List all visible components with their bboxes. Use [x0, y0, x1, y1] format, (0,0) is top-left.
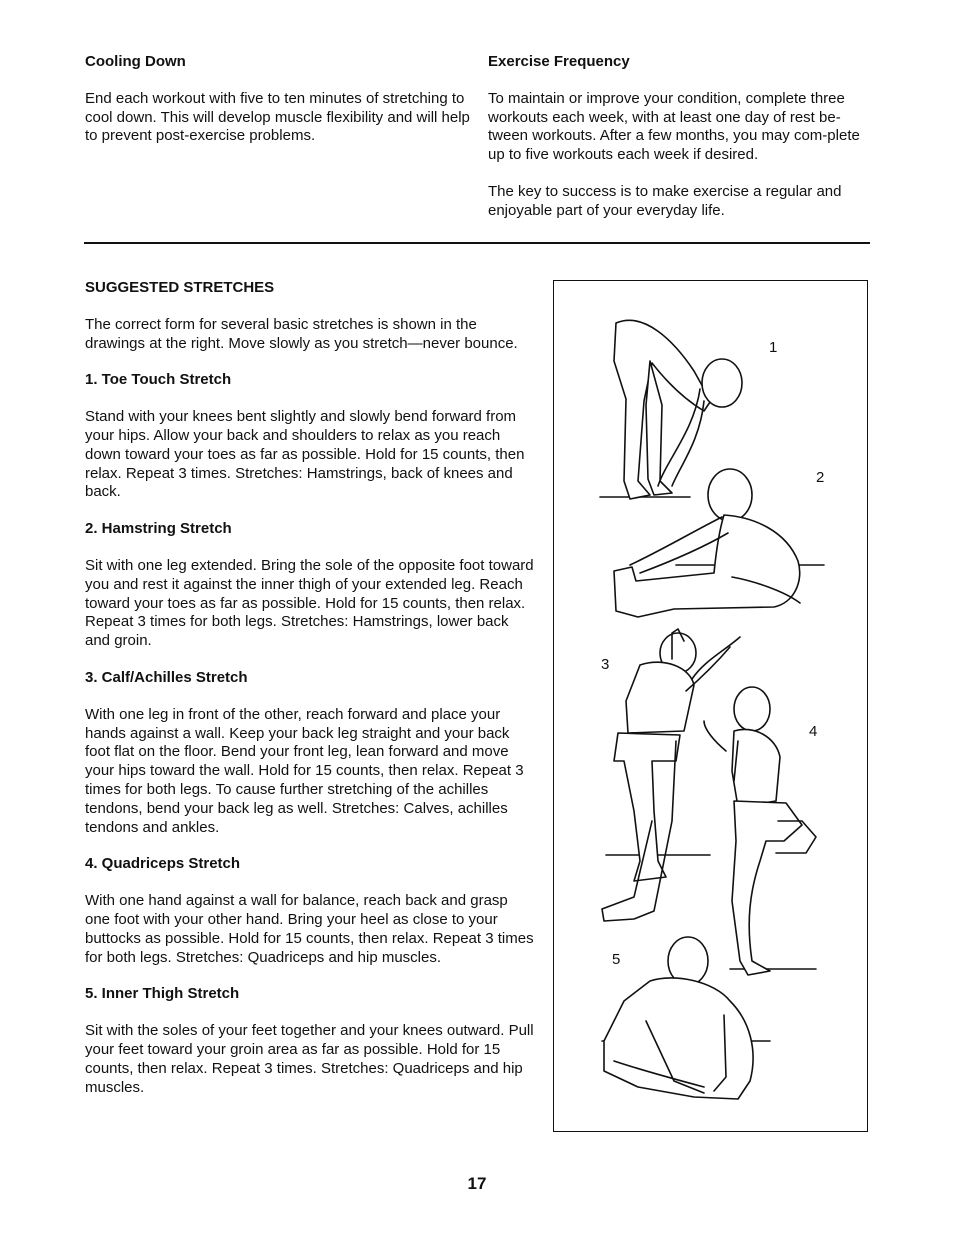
stretch-4-title: 4. Quadriceps Stretch	[85, 855, 241, 873]
section-divider	[84, 242, 870, 244]
page-number: 17	[467, 1174, 487, 1193]
cooling-down-body: End each workout with five to ten minutes of stretching to cool down. This will develop muscle flexibility and will help to prevent post-exercise problems.	[85, 89, 470, 145]
figure-label-5: 5	[612, 951, 621, 968]
figure-label-1: 1	[769, 339, 778, 356]
suggested-stretches-section	[85, 279, 535, 1097]
quadriceps-figure	[704, 687, 816, 975]
stretches-intro: The correct form for several basic stretches is shown in the drawings at the right. Move slowly as you stretch—never bounce.	[85, 315, 518, 352]
exercise-frequency-section	[488, 53, 873, 221]
calf-achilles-figure	[602, 629, 740, 921]
stretch-2-body: Sit with one leg extended. Bring the sole of the opposite foot toward you and rest it against the inner thigh of your extended leg. Reach toward your toes as far as possible. Hold for 15 counts, then relax. Repeat 3 times for both legs. Stretches: Hamstrings, lower back and groin.	[85, 556, 534, 650]
cooling-down-section	[85, 53, 470, 146]
stretch-3-body: With one leg in front of the other, reach forward and place your hands against a wall. Keep your back leg straight and your back foot flat on the floor. Bend your front leg, lean forward and move your hips toward the wall. Hold for 15 counts, then relax. Repeat 3 times for both legs. To cause further stretching of the achilles tendons, bend your back leg as well. Stretches: Calves, achilles tendons and ankles.	[85, 705, 524, 836]
stretches-heading: SUGGESTED STRETCHES	[85, 279, 275, 296]
stretch-1-body: Stand with your knees bent slightly and slowly bend forward from your hips. Allow your back and shoulders to relax as you reach down toward your toes as far as possible. Hold for 15 counts, then relax. Repeat 3 times. Stretches: Hamstrings, back of knees and back.	[85, 408, 525, 501]
stretches-illustration-box	[553, 280, 868, 1132]
exercise-frequency-heading: Exercise Frequency	[488, 53, 630, 70]
stretch-2-title: 2. Hamstring Stretch	[85, 520, 232, 538]
stretch-4-body: With one hand against a wall for balance, reach back and grasp one foot with your other hand. Bring your heel as close to your buttocks as possible. Hold for 15 counts, then relax. Repeat 3 times for both legs. Stretches: Quadriceps and hip muscles.	[85, 892, 534, 966]
stretch-3-title: 3. Calf/Achilles Stretch	[85, 668, 248, 686]
figure-label-2: 2	[816, 469, 825, 486]
figure-label-4: 4	[809, 723, 818, 740]
stretches-illustration	[554, 281, 866, 1130]
exercise-frequency-body-2: The key to success is to make exercise a regular and enjoyable part of your everyday life.	[488, 182, 842, 219]
stretch-1-title: 1. Toe Touch Stretch	[85, 371, 232, 389]
exercise-frequency-body-1: To maintain or improve your condition, complete three workouts each week, with at least one day of rest be-tween workouts. After a few months, you may com-plete up to five workouts each week if desired.	[488, 89, 860, 164]
cooling-down-heading: Cooling Down	[85, 53, 186, 70]
stretch-5-title: 5. Inner Thigh Stretch	[85, 985, 240, 1003]
figure-label-3: 3	[601, 656, 610, 673]
stretch-5-body: Sit with the soles of your feet together and your knees outward. Pull your feet toward your groin area as far as possible. Hold for 15 counts, then relax. Repeat 3 times. Stretches: Quadriceps and hip muscles.	[85, 1022, 534, 1096]
